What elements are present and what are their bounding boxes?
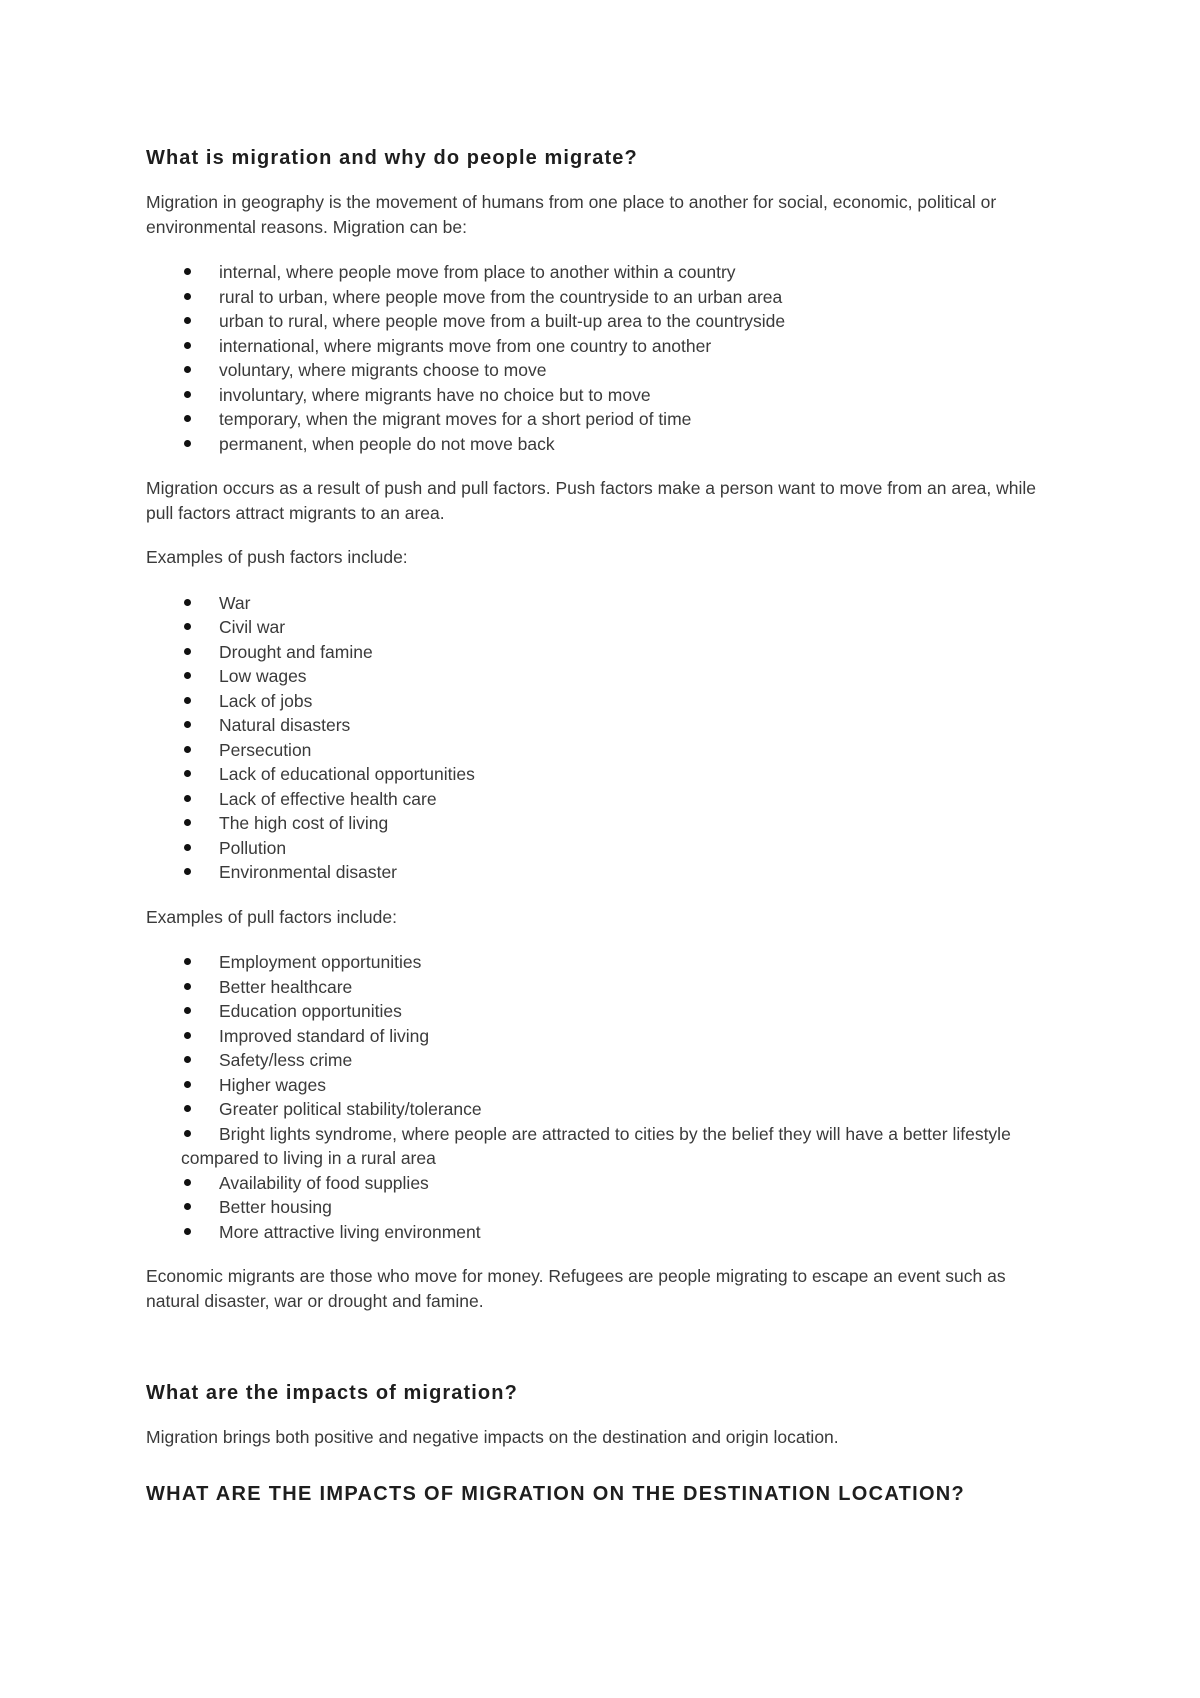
bullet-icon	[184, 697, 191, 704]
bullet-icon	[184, 1130, 191, 1137]
list-item: Lack of educational opportunities	[146, 762, 1086, 787]
list-item: involuntary, where migrants have no choice but to move	[146, 383, 1086, 408]
list-item: War	[146, 591, 1086, 616]
bullet-icon	[184, 1203, 191, 1210]
bullet-icon	[184, 293, 191, 300]
bullet-icon	[184, 599, 191, 606]
bullet-icon	[184, 958, 191, 965]
bullet-icon	[184, 1056, 191, 1063]
bullet-icon	[184, 317, 191, 324]
list-item: Education opportunities	[146, 999, 1086, 1024]
list-item: international, where migrants move from one country to another	[146, 334, 1086, 359]
list-item: Lack of jobs	[146, 689, 1086, 714]
pull-factors-label: Examples of pull factors include:	[146, 906, 397, 927]
list-item: Better housing	[146, 1195, 1086, 1220]
push-factors-list	[146, 591, 1086, 885]
list-item: Natural disasters	[146, 713, 1086, 738]
list-item: Civil war	[146, 615, 1086, 640]
bullet-icon	[184, 819, 191, 826]
list-item: internal, where people move from place to another within a country	[146, 260, 1086, 285]
push-factors-label: Examples of push factors include:	[146, 547, 408, 567]
bullet-icon	[184, 672, 191, 679]
list-item: More attractive living environment	[146, 1220, 1086, 1245]
list-item: Availability of food supplies	[146, 1171, 1086, 1196]
section-heading-impacts: What are the impacts of migration?	[146, 1382, 518, 1404]
intro-paragraph: Migration in geography is the movement of humans from one place to another for social, economic, political or environmental reasons. Migration can be:	[146, 192, 997, 237]
list-item: Improved standard of living	[146, 1024, 1086, 1049]
bullet-icon	[184, 868, 191, 875]
bullet-icon	[184, 844, 191, 851]
bullet-icon	[184, 1105, 191, 1112]
list-item: permanent, when people do not move back	[146, 432, 1086, 457]
bullet-icon	[184, 440, 191, 447]
bullet-icon	[184, 746, 191, 753]
bullet-icon	[184, 721, 191, 728]
pull-factors-list	[146, 950, 1086, 1244]
bullet-icon	[184, 1032, 191, 1039]
section-heading-migration: What is migration and why do people migrate?	[146, 147, 638, 169]
list-item: Environmental disaster	[146, 860, 1086, 885]
closing-paragraph: Economic migrants are those who move for money. Refugees are people migrating to escape an event such as natural disaster, war or drought and famine.	[146, 1266, 1006, 1311]
list-item: Drought and famine	[146, 640, 1086, 665]
list-item: Employment opportunities	[146, 950, 1086, 975]
bullet-icon	[184, 415, 191, 422]
document-content	[146, 146, 1086, 1506]
bullet-icon	[184, 342, 191, 349]
impacts-intro-paragraph: Migration brings both positive and negative impacts on the destination and origin location.	[146, 1427, 839, 1447]
list-item: Pollution	[146, 836, 1086, 861]
bullet-icon	[184, 1179, 191, 1186]
list-item: Bright lights syndrome, where people are attracted to cities by the belief they will have a better lifestyle compared to living in a rural area	[181, 1123, 1011, 1168]
list-item: Low wages	[146, 664, 1086, 689]
bullet-icon	[184, 648, 191, 655]
migration-types-list	[146, 260, 1086, 456]
bullet-icon	[184, 770, 191, 777]
bullet-icon	[184, 795, 191, 802]
list-item: urban to rural, where people move from a built-up area to the countryside	[146, 309, 1086, 334]
bullet-icon	[184, 623, 191, 630]
list-item: temporary, when the migrant moves for a short period of time	[146, 407, 1086, 432]
list-item: Safety/less crime	[146, 1048, 1086, 1073]
list-item: Higher wages	[146, 1073, 1086, 1098]
list-item: Lack of effective health care	[146, 787, 1086, 812]
section-heading-destination-impacts: WHAT ARE THE IMPACTS OF MIGRATION ON THE DESTINATION LOCATION?	[146, 1482, 966, 1505]
list-item: voluntary, where migrants choose to move	[146, 358, 1086, 383]
bullet-icon	[184, 983, 191, 990]
bullet-icon	[184, 1081, 191, 1088]
list-item: Better healthcare	[146, 975, 1086, 1000]
push-pull-paragraph: Migration occurs as a result of push and pull factors. Push factors make a person want to move from an area, while pull factors attract migrants to an area.	[146, 478, 1037, 523]
bullet-icon	[184, 1228, 191, 1235]
bullet-icon	[184, 268, 191, 275]
list-item: Persecution	[146, 738, 1086, 763]
bullet-icon	[184, 1007, 191, 1014]
bullet-icon	[184, 366, 191, 373]
list-item: rural to urban, where people move from the countryside to an urban area	[146, 285, 1086, 310]
bullet-icon	[184, 391, 191, 398]
list-item: The high cost of living	[146, 811, 1086, 836]
list-item: Greater political stability/tolerance	[146, 1097, 1086, 1122]
